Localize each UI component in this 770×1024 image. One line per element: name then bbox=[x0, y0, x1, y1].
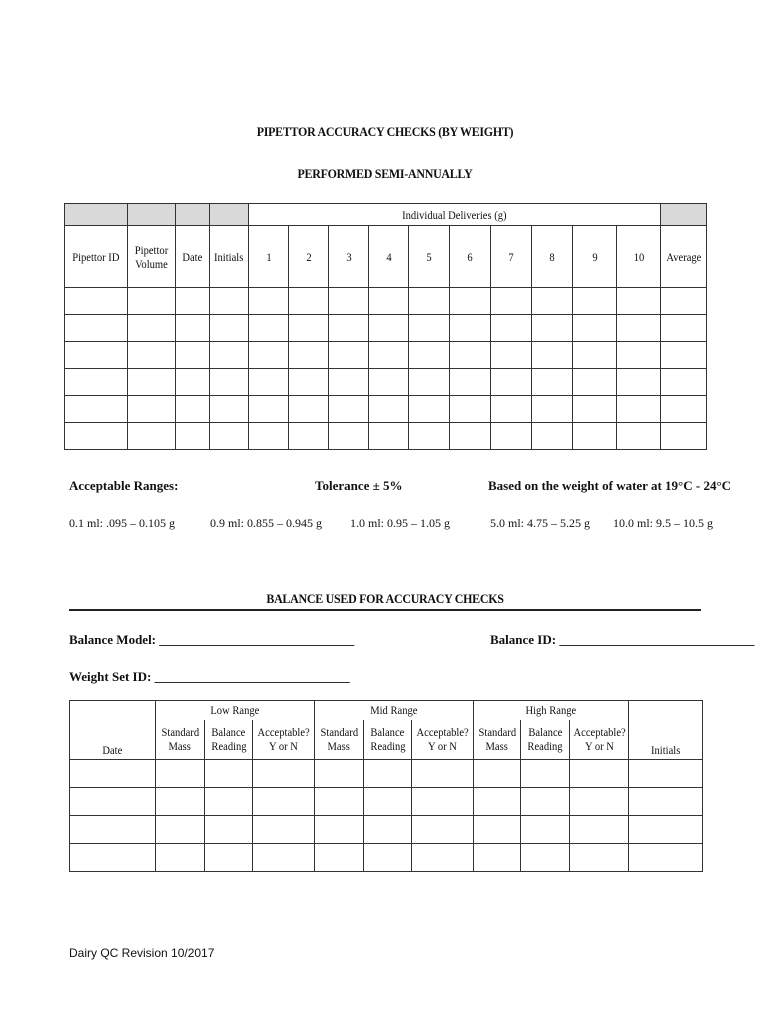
page-title: PIPETTOR ACCURACY CHECKS (BY WEIGHT) bbox=[256, 124, 514, 139]
range-value: 1.0 ml: 0.95 – 1.05 g bbox=[350, 516, 451, 530]
empty-entry-cell[interactable] bbox=[573, 342, 617, 369]
empty-entry-cell[interactable] bbox=[409, 315, 450, 342]
empty-entry-cell[interactable] bbox=[176, 315, 210, 342]
table-row bbox=[65, 423, 707, 450]
empty-entry-cell[interactable] bbox=[329, 423, 369, 450]
empty-entry-cell[interactable] bbox=[573, 315, 617, 342]
empty-entry-cell[interactable] bbox=[329, 396, 369, 423]
empty-entry-cell[interactable] bbox=[629, 844, 703, 872]
col-header-acceptable: Acceptable? Y or N bbox=[570, 720, 629, 760]
empty-entry-cell[interactable] bbox=[450, 369, 491, 396]
col-header-10: 10 bbox=[617, 226, 661, 288]
empty-entry-cell[interactable] bbox=[329, 288, 369, 315]
empty-entry-cell[interactable] bbox=[253, 844, 315, 872]
empty-entry-cell[interactable] bbox=[532, 315, 573, 342]
empty-entry-cell[interactable] bbox=[315, 844, 364, 872]
col-header-average: Average bbox=[661, 226, 707, 288]
empty-entry-cell[interactable] bbox=[521, 760, 570, 788]
empty-entry-cell[interactable] bbox=[617, 342, 661, 369]
empty-entry-cell[interactable] bbox=[570, 844, 629, 872]
empty-entry-cell[interactable] bbox=[450, 396, 491, 423]
empty-entry-cell[interactable] bbox=[315, 788, 364, 816]
empty-entry-cell[interactable] bbox=[661, 288, 707, 315]
empty-entry-cell[interactable] bbox=[521, 816, 570, 844]
col-header-pipettor-id: Pipettor ID bbox=[65, 226, 128, 288]
empty-entry-cell[interactable] bbox=[629, 788, 703, 816]
empty-entry-cell[interactable] bbox=[128, 315, 176, 342]
empty-entry-cell[interactable] bbox=[450, 423, 491, 450]
empty-entry-cell[interactable] bbox=[570, 816, 629, 844]
empty-entry-cell[interactable] bbox=[289, 315, 329, 342]
shaded-cell bbox=[661, 204, 707, 226]
empty-entry-cell[interactable] bbox=[364, 760, 412, 788]
col-header-standard-mass: Standard Mass bbox=[474, 720, 521, 760]
empty-entry-cell[interactable] bbox=[573, 396, 617, 423]
col-header-date: Date bbox=[176, 226, 210, 288]
empty-entry-cell[interactable] bbox=[450, 288, 491, 315]
empty-entry-cell[interactable] bbox=[176, 369, 210, 396]
weight-set-id-field[interactable]: Weight Set ID: ______________________________ bbox=[69, 669, 350, 684]
empty-entry-cell[interactable] bbox=[249, 369, 289, 396]
empty-entry-cell[interactable] bbox=[491, 342, 532, 369]
empty-entry-cell[interactable] bbox=[176, 288, 210, 315]
empty-entry-cell[interactable] bbox=[65, 396, 128, 423]
shaded-cell bbox=[176, 204, 210, 226]
empty-entry-cell[interactable] bbox=[573, 288, 617, 315]
empty-entry-cell[interactable] bbox=[253, 788, 315, 816]
empty-entry-cell[interactable] bbox=[521, 844, 570, 872]
col-header-pipettor-volume: Pipettor Volume bbox=[128, 226, 176, 288]
acceptable-ranges-label: Acceptable Ranges: bbox=[69, 478, 179, 493]
pipettor-table bbox=[64, 203, 707, 450]
col-header-2: 2 bbox=[289, 226, 329, 288]
low-range-header: Low Range bbox=[156, 701, 315, 720]
table-row bbox=[70, 760, 703, 788]
empty-entry-cell[interactable] bbox=[369, 396, 409, 423]
empty-entry-cell[interactable] bbox=[629, 816, 703, 844]
col-header-9: 9 bbox=[573, 226, 617, 288]
tolerance-label: Tolerance ± 5% bbox=[315, 478, 403, 493]
empty-entry-cell[interactable] bbox=[315, 760, 364, 788]
empty-entry-cell[interactable] bbox=[65, 315, 128, 342]
table-row bbox=[70, 788, 703, 816]
table-row bbox=[65, 315, 707, 342]
empty-entry-cell[interactable] bbox=[329, 369, 369, 396]
empty-entry-cell[interactable] bbox=[661, 423, 707, 450]
empty-entry-cell[interactable] bbox=[521, 788, 570, 816]
empty-entry-cell[interactable] bbox=[210, 423, 249, 450]
empty-entry-cell[interactable] bbox=[573, 369, 617, 396]
shaded-cell bbox=[210, 204, 249, 226]
col-header-standard-mass: Standard Mass bbox=[156, 720, 205, 760]
empty-entry-cell[interactable] bbox=[128, 342, 176, 369]
empty-entry-cell[interactable] bbox=[491, 396, 532, 423]
mid-range-header: Mid Range bbox=[315, 701, 474, 720]
empty-entry-cell[interactable] bbox=[573, 423, 617, 450]
empty-entry-cell[interactable] bbox=[532, 369, 573, 396]
range-value: 5.0 ml: 4.75 – 5.25 g bbox=[490, 516, 591, 530]
empty-entry-cell[interactable] bbox=[409, 288, 450, 315]
col-header-6: 6 bbox=[450, 226, 491, 288]
empty-entry-cell[interactable] bbox=[409, 342, 450, 369]
empty-entry-cell[interactable] bbox=[249, 315, 289, 342]
empty-entry-cell[interactable] bbox=[617, 423, 661, 450]
empty-entry-cell[interactable] bbox=[661, 396, 707, 423]
empty-entry-cell[interactable] bbox=[617, 288, 661, 315]
empty-entry-cell[interactable] bbox=[491, 315, 532, 342]
empty-entry-cell[interactable] bbox=[289, 342, 329, 369]
table-row bbox=[65, 342, 707, 369]
empty-entry-cell[interactable] bbox=[70, 788, 156, 816]
based-on-label: Based on the weight of water at 19°C - 24°C bbox=[488, 478, 732, 493]
col-header-balance-reading: Balance Reading bbox=[364, 720, 412, 760]
empty-entry-cell[interactable] bbox=[661, 342, 707, 369]
col-header-initials: Initials bbox=[210, 226, 249, 288]
col-header-4: 4 bbox=[369, 226, 409, 288]
empty-entry-cell[interactable] bbox=[412, 844, 474, 872]
empty-entry-cell[interactable] bbox=[364, 788, 412, 816]
balance-table bbox=[69, 700, 703, 872]
empty-entry-cell[interactable] bbox=[329, 315, 369, 342]
empty-entry-cell[interactable] bbox=[450, 315, 491, 342]
empty-entry-cell[interactable] bbox=[253, 760, 315, 788]
empty-entry-cell[interactable] bbox=[156, 844, 205, 872]
empty-entry-cell[interactable] bbox=[128, 423, 176, 450]
empty-entry-cell[interactable] bbox=[289, 423, 329, 450]
balance-id-field[interactable]: Balance ID: ______________________________ bbox=[490, 632, 755, 647]
empty-entry-cell[interactable] bbox=[156, 788, 205, 816]
heading-rule bbox=[69, 609, 701, 611]
empty-entry-cell[interactable] bbox=[369, 315, 409, 342]
empty-entry-cell[interactable] bbox=[491, 423, 532, 450]
col-header-8: 8 bbox=[532, 226, 573, 288]
empty-entry-cell[interactable] bbox=[474, 760, 521, 788]
shaded-cell bbox=[65, 204, 128, 226]
empty-entry-cell[interactable] bbox=[205, 788, 253, 816]
empty-entry-cell[interactable] bbox=[412, 760, 474, 788]
col-header-1: 1 bbox=[249, 226, 289, 288]
empty-entry-cell[interactable] bbox=[128, 396, 176, 423]
empty-entry-cell[interactable] bbox=[629, 760, 703, 788]
col-header-5: 5 bbox=[409, 226, 450, 288]
empty-entry-cell[interactable] bbox=[532, 396, 573, 423]
empty-entry-cell[interactable] bbox=[474, 816, 521, 844]
col-header-3: 3 bbox=[329, 226, 369, 288]
col-header-7: 7 bbox=[491, 226, 532, 288]
empty-entry-cell[interactable] bbox=[329, 342, 369, 369]
column-header-row bbox=[65, 226, 707, 288]
empty-entry-cell[interactable] bbox=[369, 342, 409, 369]
col-header-balance-reading: Balance Reading bbox=[521, 720, 570, 760]
empty-entry-cell[interactable] bbox=[364, 816, 412, 844]
empty-entry-cell[interactable] bbox=[409, 369, 450, 396]
high-range-header: High Range bbox=[474, 701, 629, 720]
empty-entry-cell[interactable] bbox=[65, 423, 128, 450]
empty-entry-cell[interactable] bbox=[532, 342, 573, 369]
empty-entry-cell[interactable] bbox=[249, 423, 289, 450]
balance-heading: BALANCE USED FOR ACCURACY CHECKS bbox=[266, 591, 504, 606]
footer-revision: Dairy QC Revision 10/2017 bbox=[69, 946, 215, 960]
range-value: 10.0 ml: 9.5 – 10.5 g bbox=[613, 516, 714, 530]
balance-model-field[interactable]: Balance Model: ______________________________ bbox=[69, 632, 355, 647]
empty-entry-cell[interactable] bbox=[450, 342, 491, 369]
individual-deliveries-header: Individual Deliveries (g) bbox=[249, 204, 661, 226]
shaded-cell bbox=[128, 204, 176, 226]
empty-entry-cell[interactable] bbox=[289, 396, 329, 423]
empty-entry-cell[interactable] bbox=[205, 816, 253, 844]
empty-entry-cell[interactable] bbox=[474, 788, 521, 816]
col-header-date: Date bbox=[70, 701, 156, 760]
empty-entry-cell[interactable] bbox=[210, 369, 249, 396]
empty-entry-cell[interactable] bbox=[70, 760, 156, 788]
empty-entry-cell[interactable] bbox=[617, 369, 661, 396]
sub-header-row bbox=[70, 720, 703, 760]
empty-entry-cell[interactable] bbox=[412, 788, 474, 816]
empty-entry-cell[interactable] bbox=[661, 369, 707, 396]
empty-entry-cell[interactable] bbox=[65, 369, 128, 396]
empty-entry-cell[interactable] bbox=[253, 816, 315, 844]
empty-entry-cell[interactable] bbox=[617, 315, 661, 342]
group-header-row bbox=[65, 204, 707, 226]
empty-entry-cell[interactable] bbox=[474, 844, 521, 872]
empty-entry-cell[interactable] bbox=[409, 423, 450, 450]
empty-entry-cell[interactable] bbox=[249, 288, 289, 315]
col-header-acceptable: Acceptable? Y or N bbox=[253, 720, 315, 760]
empty-entry-cell[interactable] bbox=[65, 288, 128, 315]
empty-entry-cell[interactable] bbox=[249, 342, 289, 369]
table-row bbox=[70, 816, 703, 844]
col-header-acceptable: Acceptable? Y or N bbox=[412, 720, 474, 760]
table-row bbox=[70, 844, 703, 872]
empty-entry-cell[interactable] bbox=[570, 760, 629, 788]
empty-entry-cell[interactable] bbox=[156, 816, 205, 844]
empty-entry-cell[interactable] bbox=[412, 816, 474, 844]
empty-entry-cell[interactable] bbox=[156, 760, 205, 788]
empty-entry-cell[interactable] bbox=[369, 288, 409, 315]
empty-entry-cell[interactable] bbox=[210, 396, 249, 423]
empty-entry-cell[interactable] bbox=[409, 396, 450, 423]
table-row bbox=[65, 288, 707, 315]
range-value: 0.9 ml: 0.855 – 0.945 g bbox=[210, 516, 323, 530]
empty-entry-cell[interactable] bbox=[210, 342, 249, 369]
range-value: 0.1 ml: .095 – 0.105 g bbox=[69, 516, 176, 530]
empty-entry-cell[interactable] bbox=[70, 844, 156, 872]
empty-entry-cell[interactable] bbox=[289, 288, 329, 315]
empty-entry-cell[interactable] bbox=[532, 423, 573, 450]
empty-entry-cell[interactable] bbox=[369, 423, 409, 450]
empty-entry-cell[interactable] bbox=[176, 423, 210, 450]
empty-entry-cell[interactable] bbox=[617, 396, 661, 423]
page-subtitle: PERFORMED SEMI-ANNUALLY bbox=[297, 166, 473, 181]
empty-entry-cell[interactable] bbox=[289, 369, 329, 396]
empty-entry-cell[interactable] bbox=[176, 342, 210, 369]
empty-entry-cell[interactable] bbox=[70, 816, 156, 844]
empty-entry-cell[interactable] bbox=[491, 369, 532, 396]
col-header-standard-mass: Standard Mass bbox=[315, 720, 364, 760]
empty-entry-cell[interactable] bbox=[205, 844, 253, 872]
table-row bbox=[65, 369, 707, 396]
empty-entry-cell[interactable] bbox=[176, 396, 210, 423]
empty-entry-cell[interactable] bbox=[369, 369, 409, 396]
empty-entry-cell[interactable] bbox=[65, 342, 128, 369]
col-header-initials: Initials bbox=[629, 701, 703, 760]
empty-entry-cell[interactable] bbox=[491, 288, 532, 315]
empty-entry-cell[interactable] bbox=[570, 788, 629, 816]
col-header-balance-reading: Balance Reading bbox=[205, 720, 253, 760]
empty-entry-cell[interactable] bbox=[205, 760, 253, 788]
empty-entry-cell[interactable] bbox=[661, 315, 707, 342]
empty-entry-cell[interactable] bbox=[364, 844, 412, 872]
empty-entry-cell[interactable] bbox=[315, 816, 364, 844]
empty-entry-cell[interactable] bbox=[249, 396, 289, 423]
empty-entry-cell[interactable] bbox=[128, 369, 176, 396]
empty-entry-cell[interactable] bbox=[532, 288, 573, 315]
empty-entry-cell[interactable] bbox=[210, 315, 249, 342]
empty-entry-cell[interactable] bbox=[128, 288, 176, 315]
empty-entry-cell[interactable] bbox=[210, 288, 249, 315]
range-group-row bbox=[70, 701, 703, 720]
table-row bbox=[65, 396, 707, 423]
